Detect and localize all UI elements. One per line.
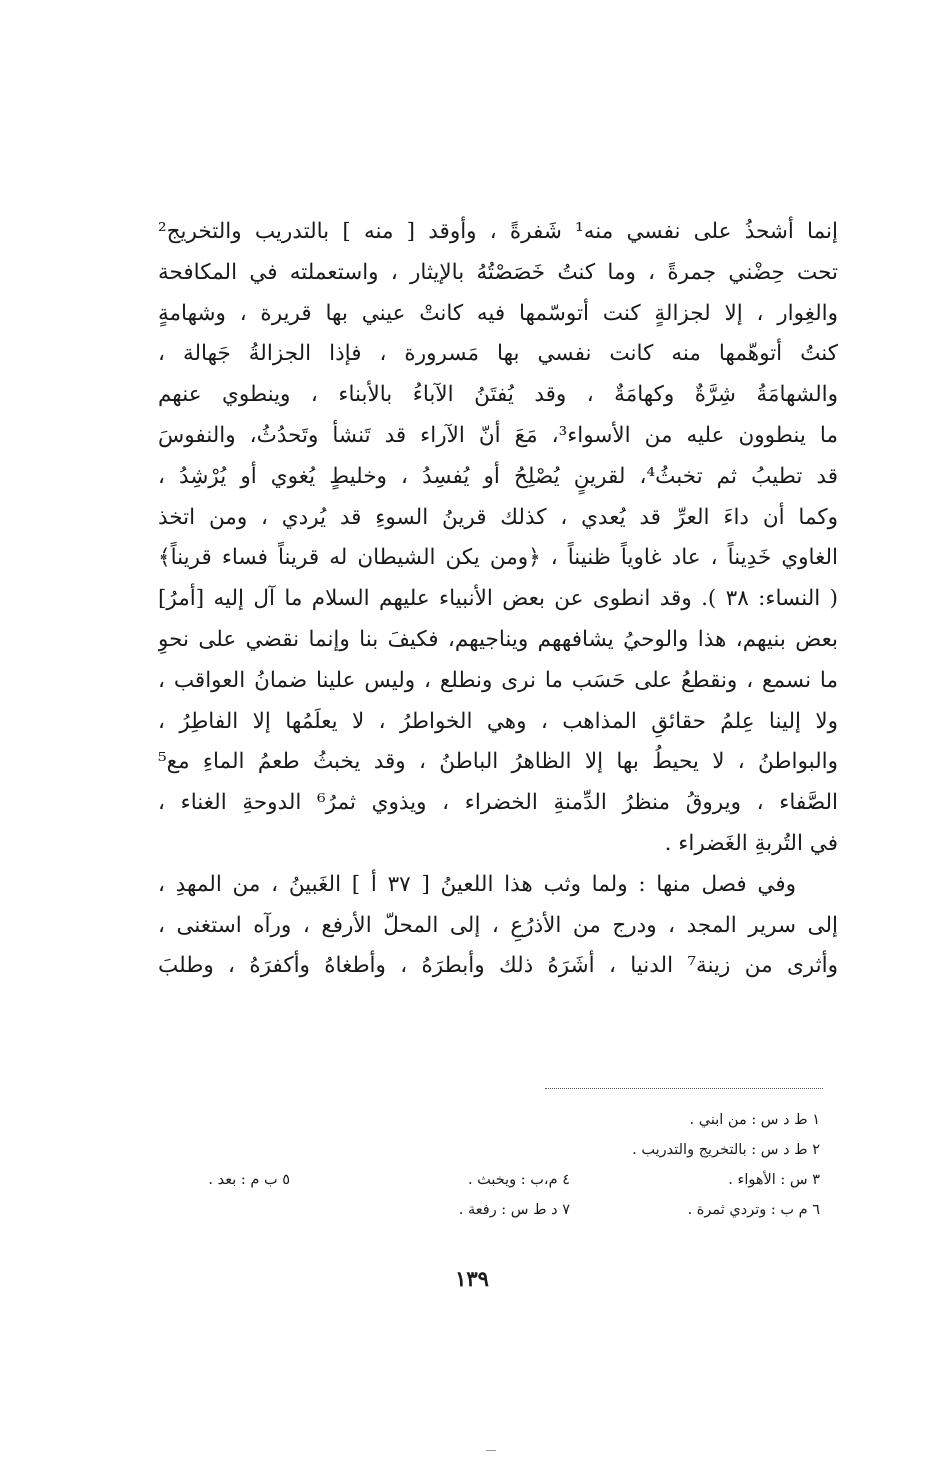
footnote-divider — [545, 1088, 823, 1089]
text-line-10: ( النساء: ٣٨ ). وقد انطوى عن بعض الأنبياء عليهم السلام ما آل إليه [أمرُ] — [158, 586, 838, 612]
footnote-7: ٧ د ط س : رفعة . — [458, 1202, 570, 1218]
text-line-12: ما نسمع ، ونقطعُ على حَسَب ما نرى ونطلع ، وليس علينا ضمانُ العواقب ، — [158, 667, 838, 693]
text-line-2: تحت حِضْني جمرةً ، وما كنتُ خَصَصْتُهُ بالإيثار ، واستعملته في المكافحة — [158, 259, 838, 285]
text-line-14: والبواطنُ ، لا يحيطُ بها إلا الظاهرُ الباطنُ ، وقد يخبثُ طعمُ الماءِ مع⁵ — [158, 749, 838, 775]
main-text — [158, 212, 838, 987]
text-line-15: الصَّفاء ، ويروقُ منظرُ الدِّمنةِ الخضراء ، ويذوي ثمرُ⁶ الدوحةِ الغناء ، — [158, 790, 838, 816]
footnote-row-1 — [155, 1105, 820, 1135]
footnote-4: ٤ م،ب : ويخبث . — [467, 1172, 570, 1188]
text-line-3: والغِوار ، إلا لجزالةٍ كنت أتوسّمها فيه كانتْ عيني بها قريرة ، وشهامةٍ — [158, 300, 838, 326]
page-number: ١٣٩ — [455, 1266, 489, 1291]
text-line-13: ولا إلينا عِلمُ حقائقِ المذاهب ، وهي الخواطرُ ، لا يعلَمُها إلا الفاطِرُ ، — [158, 708, 838, 734]
text-line-5: والشهامَةُ شِرَّةٌ وكهامَةٌ ، وقد يُفتَنُ الآباءُ بالأبناء ، وينطوي عنهم — [158, 382, 838, 408]
footnote-3: ٣ س : الأهواء . — [728, 1172, 820, 1188]
footnote-row-2 — [155, 1135, 820, 1165]
text-line-4: كنتُ أتوهّمها منه كانت نفسي بها مَسرورة ، فإذا الجزالةُ جَهالة ، — [158, 341, 838, 367]
footnote-2: ٢ ط د س : بالتخريج والتدريب . — [632, 1142, 820, 1158]
text-line-1: إنما أشحذُ على نفسي منه¹ شَفرةً ، وأوقد [ منه ] بالتدريب والتخريج² — [158, 219, 838, 244]
footnote-6: ٦ م ب : وتردي ثمرة . — [687, 1202, 820, 1218]
footnote-row-4 — [155, 1195, 820, 1225]
text-line-8: وكما أن داءَ العرِّ قد يُعدي ، كذلك قرينُ السوءِ قد يُردي ، ومن اتخذ — [158, 504, 838, 530]
text-line-7: قد تطيبُ ثم تخبثُ⁴، لقرينٍ يُصْلِحُ أو يُفسِدُ ، وخليطٍ يُغوي أو يُرْشِدُ ، — [158, 463, 838, 489]
text-line-17: وفي فصل منها : ولما وثب هذا اللعينُ [ ٣٧ أ ] الغَبينُ ، من المهدِ ، — [158, 871, 796, 897]
text-line-11: بعض بنيهم، هذا والوحيُ يشافههم ويناجيهم، فكيفَ بنا وإنما نقضي على نحوِ — [158, 626, 838, 652]
text-line-18: إلى سرير المجد ، ودرج من الأذرُعِ ، إلى المحلّ الأرفع ، ورآه استغنى ، — [158, 912, 838, 938]
footnote-1: ١ ط د س : من ابني . — [689, 1112, 820, 1128]
footnotes — [155, 1105, 820, 1225]
footnote-5: ٥ ب م : بعد . — [208, 1172, 290, 1188]
text-line-9: الغاوي خَدِيناً ، عاد غاوياً ظنيناً ، ﴿ومن يكن الشيطان له قريناً فساء قريناً﴾ — [158, 545, 838, 571]
bottom-mark — [486, 1450, 496, 1451]
text-line-16: في التُربةِ الغَضراء . — [664, 830, 838, 856]
text-line-19: وأثرى من زينة⁷ الدنيا ، أشَرَهُ ذلك وأبطرَهُ ، وأطغاهُ وأكفرَهُ ، وطلبَ — [158, 953, 838, 979]
text-line-6: ما ينطوون عليه من الأسواء³، مَعَ أنّ الآراء قد تَنشأ وتَحدُثُ، والنفوسَ — [158, 422, 838, 448]
footnote-row-3 — [155, 1165, 820, 1195]
